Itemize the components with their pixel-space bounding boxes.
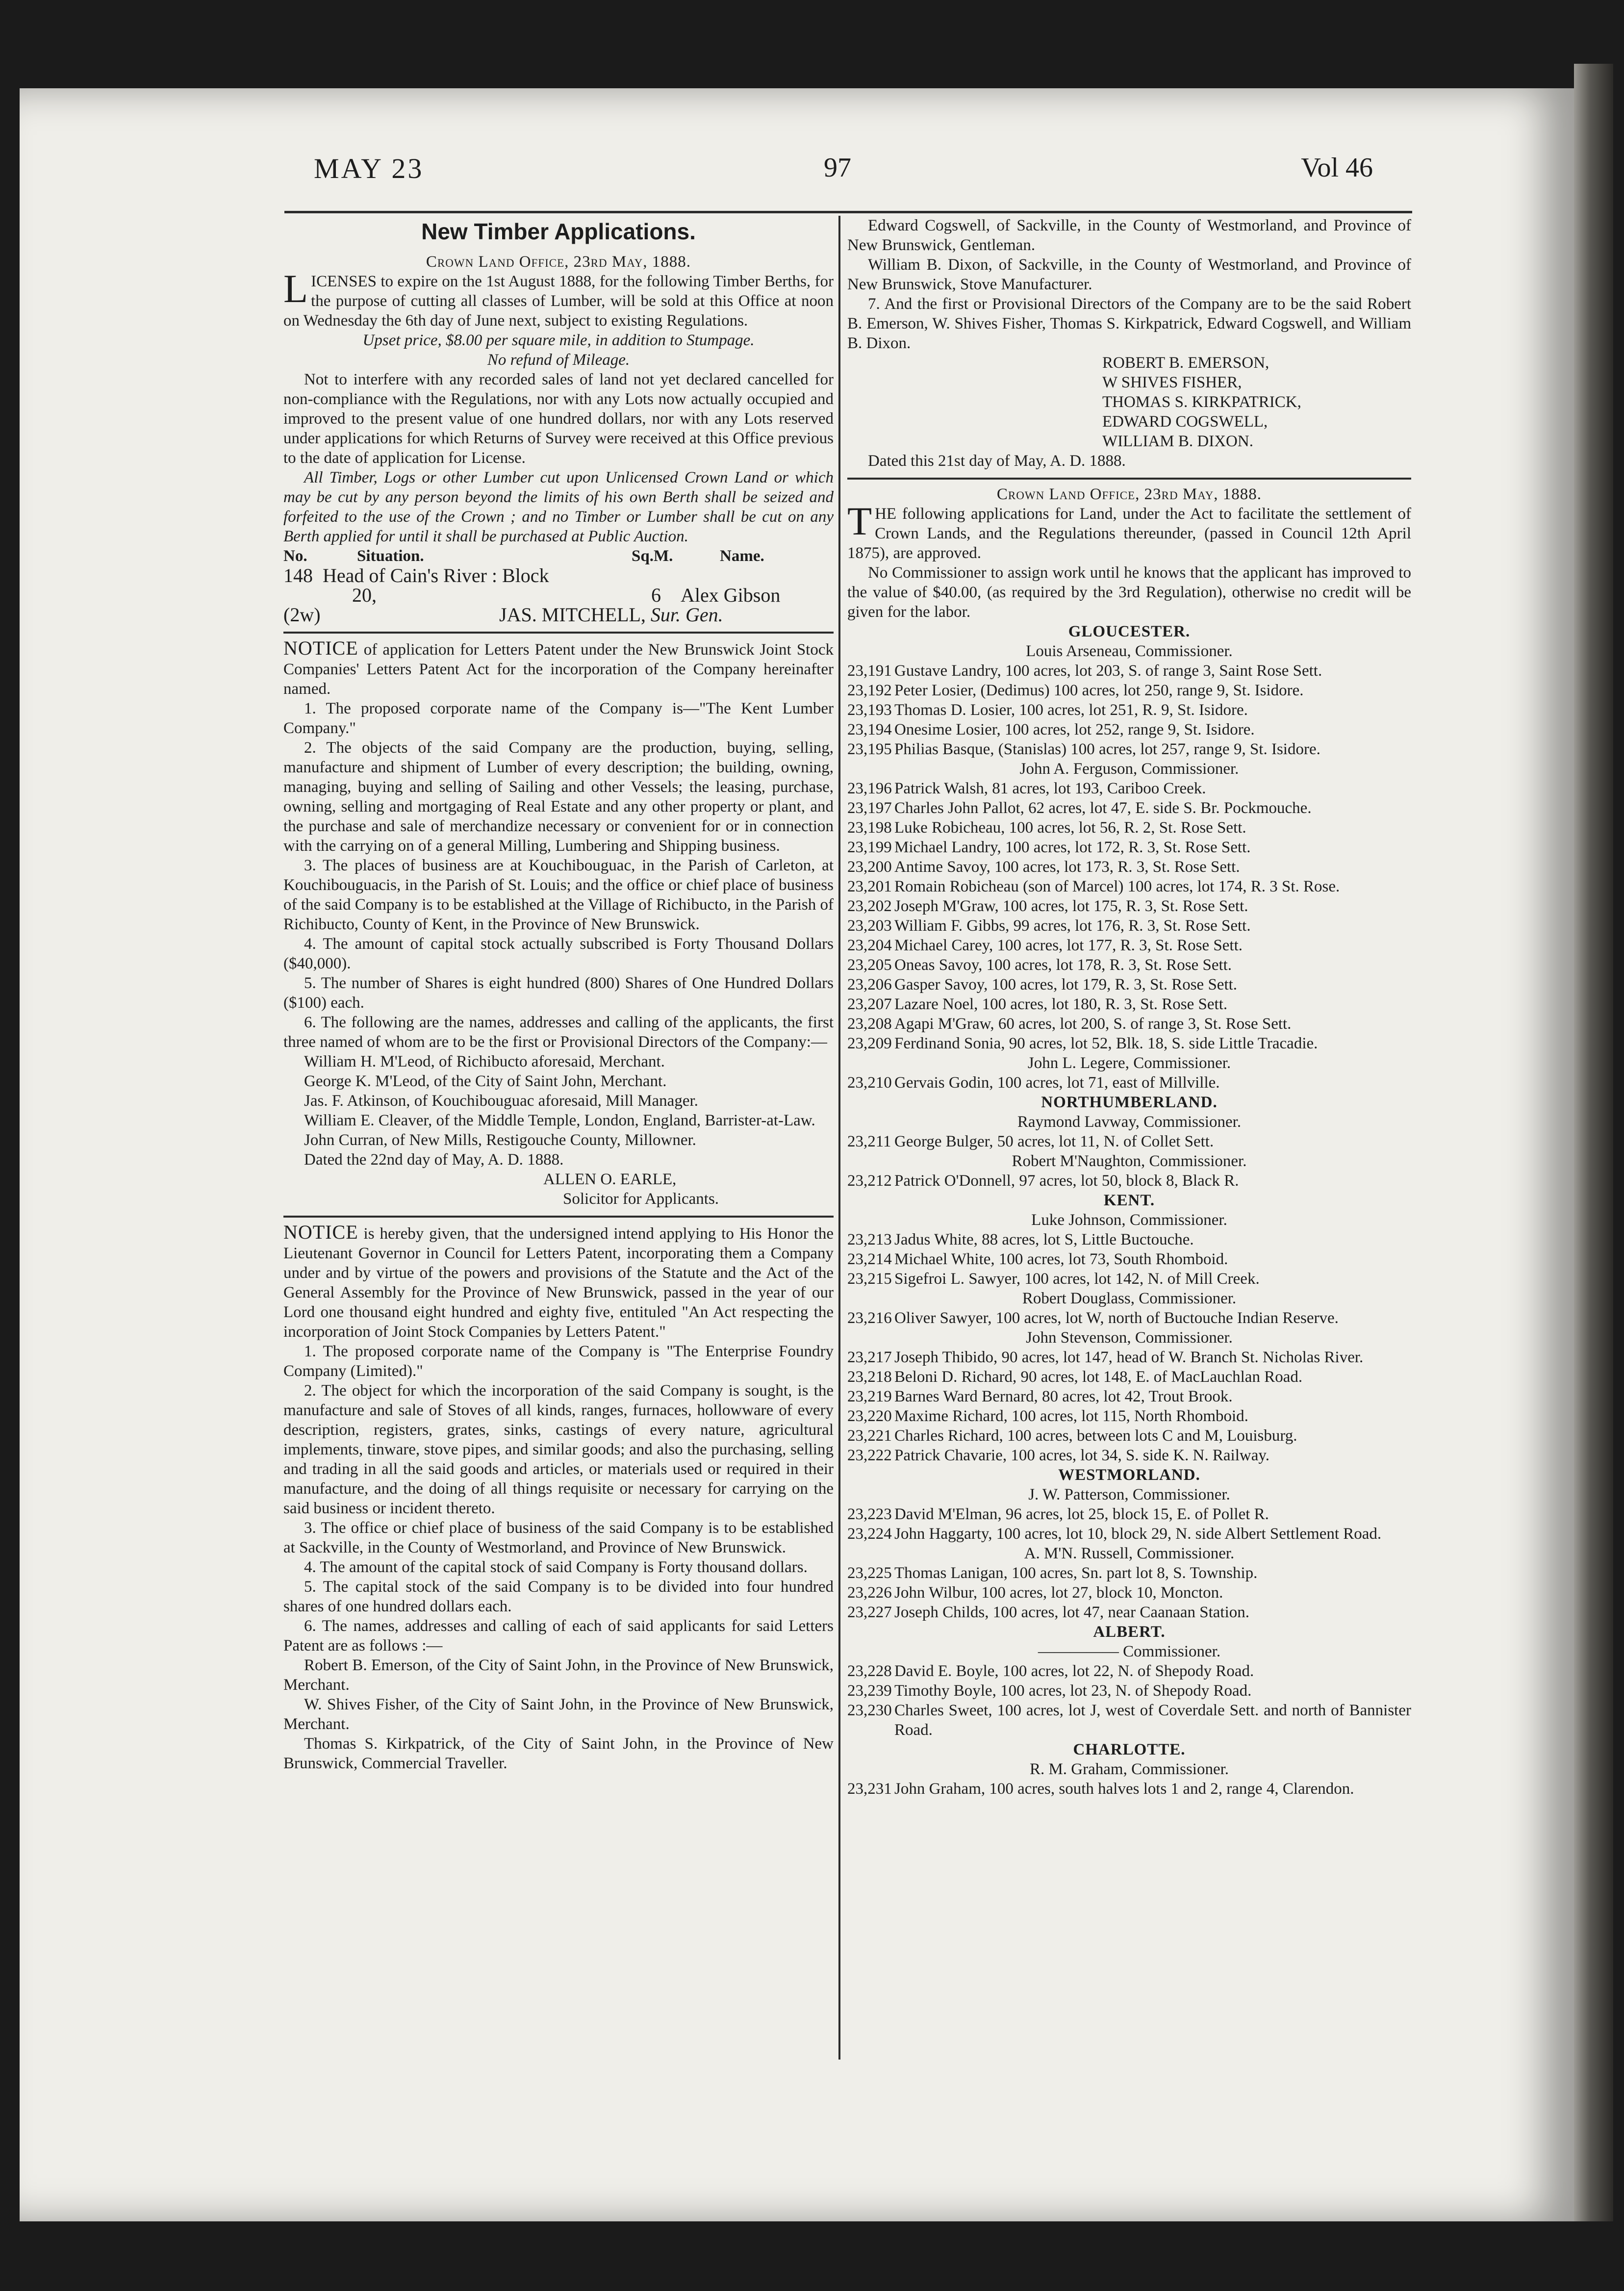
- application-number: 23,225: [847, 1564, 892, 1582]
- county-heading: NORTHUMBERLAND.: [1041, 1094, 1218, 1111]
- application-entry: [847, 1034, 1411, 1053]
- column-divider: [838, 216, 840, 2060]
- commissioner-line: ————— Commissioner.: [1038, 1643, 1221, 1660]
- application-number: 23,203: [847, 917, 892, 935]
- application-text: Luke Robicheau, 100 acres, lot 56, R. 2, St. Rose Sett.: [894, 819, 1246, 837]
- application-text: Beloni D. Richard, 90 acres, lot 148, E. of MacLauchlan Road.: [894, 1368, 1303, 1386]
- drop-cap: L: [283, 266, 308, 311]
- foundry-item-7: 7. And the first or Provisional Directors of the Company are to be the said Robert B. Emerson, W. Shives Fisher, Thomas S. Kirkpatrick, Edward Cogswell, and William B. Dixon.: [847, 295, 1411, 352]
- application-text: Gustave Landry, 100 acres, lot 203, S. of range 3, Saint Rose Sett.: [894, 662, 1322, 680]
- right-column: [847, 216, 1411, 2060]
- timber-para-2: Not to interfere with any recorded sales of land not yet declared cancelled for non-compliance with the Regulations, nor with any Lots now actually occupied and improved to the present value of one hundred dollars, nor with any Lots reserved under applications for which Returns of Survey were received at this Office previous to the date of application for License.: [283, 371, 834, 467]
- foundry-applicant: William B. Dixon, of Sackville, in the County of Westmorland, and Province of New Brunswick, Stove Manufacturer.: [847, 256, 1411, 293]
- county-heading: KENT.: [1103, 1192, 1155, 1209]
- application-entry: [847, 1681, 1411, 1701]
- county-heading: ALBERT.: [1093, 1623, 1166, 1641]
- kent-applicant: William E. Cleaver, of the Middle Temple, London, England, Barrister-at-Law.: [304, 1112, 815, 1129]
- surveyor-name: JAS. MITCHELL,: [499, 604, 646, 626]
- foundry-signer: THOMAS S. KIRKPATRICK,: [1102, 393, 1301, 411]
- application-number: 23,197: [847, 799, 892, 817]
- foundry-signer: EDWARD COGSWELL,: [1102, 413, 1268, 431]
- land-note: [847, 563, 1411, 622]
- kent-dated: Dated the 22nd day of May, A. D. 1888.: [304, 1151, 564, 1169]
- application-text: Barnes Ward Bernard, 80 acres, lot 42, Trout Brook.: [894, 1388, 1233, 1405]
- application-text: Agapi M'Graw, 60 acres, lot 200, S. of range 3, St. Rose Sett.: [894, 1015, 1292, 1033]
- page-number: 97: [824, 153, 851, 183]
- application-text: William F. Gibbs, 99 acres, lot 176, R. 3, St. Rose Sett.: [894, 917, 1251, 935]
- application-number: 23,191: [847, 662, 892, 680]
- page-header: [314, 152, 1373, 191]
- application-text: Ferdinand Sonia, 90 acres, lot 52, Blk. 18, S. side Little Tracadie.: [894, 1035, 1318, 1052]
- application-number: 23,230: [847, 1702, 892, 1719]
- application-entry: [847, 1446, 1411, 1465]
- application-entry: [847, 1308, 1411, 1328]
- application-text: Maxime Richard, 100 acres, lot 115, North Rhomboid.: [894, 1407, 1248, 1425]
- notice-word: NOTICE: [283, 1221, 358, 1243]
- insertion-tag: (2w): [283, 604, 321, 626]
- foundry-applicant: W. Shives Fisher, of the City of Saint John, in the Province of New Brunswick, Merchant.: [283, 1696, 834, 1733]
- application-number: 23,193: [847, 701, 892, 719]
- application-entry: [847, 1524, 1411, 1544]
- kent-applicant: William H. M'Leod, of Richibucto aforesaid, Merchant.: [304, 1053, 665, 1070]
- land-intro-text: HE following applications for Land, under the Act to facilitate the settlement of Crown Lands, and the Regulations thereunder, (passed in Council 12th April 1875), are approved.: [847, 505, 1411, 562]
- application-text: Gasper Savoy, 100 acres, lot 179, R. 3, St. Rose Sett.: [894, 976, 1238, 993]
- application-number: 23,219: [847, 1388, 892, 1405]
- application-number: 23,195: [847, 740, 892, 758]
- header-rule: [284, 211, 1412, 213]
- application-entry: [847, 779, 1411, 798]
- county-heading: CHARLOTTE.: [1073, 1741, 1186, 1758]
- application-entry: [847, 955, 1411, 975]
- timber-para-1: [283, 266, 834, 331]
- application-entry: [847, 1348, 1411, 1367]
- application-number: 23,204: [847, 937, 892, 954]
- land-note-text: No Commissioner to assign work until he knows that the applicant has improved to the value of $40.00, (as required by the 3rd Regulation), otherwise no credit will be given for the labor.: [847, 564, 1411, 621]
- application-entry: [847, 1661, 1411, 1681]
- application-text: Joseph M'Graw, 100 acres, lot 175, R. 3, St. Rose Sett.: [894, 897, 1248, 915]
- timber-signature: [283, 605, 834, 625]
- upset-price: Upset price, $8.00 per square mile, in addition to Stumpage.: [362, 331, 755, 349]
- application-entry: [847, 720, 1411, 739]
- foundry-dated: Dated this 21st day of May, A. D. 1888.: [868, 452, 1126, 470]
- application-text: Philias Basque, (Stanislas) 100 acres, lot 257, range 9, St. Isidore.: [894, 740, 1320, 758]
- land-dateline: Crown Land Office, 23rd May, 1888.: [996, 485, 1262, 503]
- application-entry: [847, 739, 1411, 759]
- application-text: Michael Landry, 100 acres, lot 172, R. 3, St. Rose Sett.: [894, 839, 1251, 856]
- application-number: 23,231: [847, 1780, 892, 1798]
- application-text: John Graham, 100 acres, south halves lots 1 and 2, range 4, Clarendon.: [894, 1780, 1354, 1798]
- application-text: Lazare Noel, 100 acres, lot 180, R. 3, St. Rose Sett.: [894, 995, 1228, 1013]
- kent-item-6: 6. The following are the names, addresses and calling of the applicants, the first three named of whom are to be the first or Provisional Directors of the Company:—: [283, 1014, 834, 1051]
- application-number: 23,218: [847, 1368, 892, 1386]
- application-number: 23,226: [847, 1584, 892, 1602]
- foundry-notice-intro: [283, 1222, 834, 1342]
- application-entry: [847, 661, 1411, 681]
- section-rule: [283, 1216, 834, 1218]
- application-text: Gervais Godin, 100 acres, lot 71, east of Millville.: [894, 1074, 1220, 1092]
- foundry-signer: ROBERT B. EMERSON,: [1102, 354, 1269, 372]
- application-entry: [847, 1563, 1411, 1583]
- application-entry: [847, 681, 1411, 700]
- commissioner-line: J. W. Patterson, Commissioner.: [1028, 1486, 1230, 1503]
- application-entry: [847, 1779, 1411, 1799]
- kent-item-5: 5. The number of Shares is eight hundred (800) Shares of One Hundred Dollars ($100) each.: [283, 974, 834, 1012]
- application-number: 23,198: [847, 819, 892, 837]
- application-number: 23,214: [847, 1250, 892, 1268]
- application-text: George Bulger, 50 acres, lot 11, N. of Collet Sett.: [894, 1133, 1214, 1150]
- application-text: Sigefroi L. Sawyer, 100 acres, lot 142, N. of Mill Creek.: [894, 1270, 1260, 1288]
- application-text: Patrick Chavarie, 100 acres, lot 34, S. side K. N. Railway.: [894, 1447, 1269, 1464]
- application-number: 23,200: [847, 858, 892, 876]
- county-heading: WESTMORLAND.: [1058, 1466, 1200, 1484]
- application-number: 23,206: [847, 976, 892, 993]
- commissioner-line: A. M'N. Russell, Commissioner.: [1024, 1545, 1235, 1562]
- application-number: 23,213: [847, 1231, 892, 1248]
- kent-intro-text: of application for Letters Patent under the New Brunswick Joint Stock Companies' Letters Patent Act for the incorporation of the Company hereinafter named.: [283, 641, 834, 698]
- foundry-item-4: 4. The amount of the capital stock of said Company is Forty thousand dollars.: [304, 1558, 808, 1576]
- kent-notice-intro: [283, 638, 834, 699]
- foundry-item-6: 6. The names, addresses and calling of each of said applicants for said Letters Patent are as follows :—: [283, 1617, 834, 1655]
- foundry-applicant: Thomas S. Kirkpatrick, of the City of Saint John, in the Province of New Brunswick, Commercial Traveller.: [283, 1735, 834, 1772]
- application-text: Romain Robicheau (son of Marcel) 100 acres, lot 174, R. 3 St. Rose.: [894, 878, 1340, 895]
- application-number: 23,220: [847, 1407, 892, 1425]
- application-entry: [847, 994, 1411, 1014]
- application-entry: [847, 1230, 1411, 1249]
- application-text: Antime Savoy, 100 acres, lot 173, R. 3, St. Rose Sett.: [894, 858, 1240, 876]
- application-number: 23,215: [847, 1270, 892, 1288]
- application-number: 23,209: [847, 1035, 892, 1052]
- application-text: Joseph Childs, 100 acres, lot 47, near Caanaan Station.: [894, 1604, 1250, 1621]
- application-text: John Haggarty, 100 acres, lot 10, block 29, N. side Albert Settlement Road.: [894, 1525, 1382, 1543]
- foundry-signer: WILLIAM B. DIXON.: [1102, 433, 1253, 450]
- application-text: Thomas Lanigan, 100 acres, Sn. part lot 8, S. Township.: [894, 1564, 1258, 1582]
- kent-signer-role: Solicitor for Applicants.: [563, 1190, 719, 1208]
- kent-item-3: 3. The places of business are at Kouchibouguac, in the Parish of Carleton, at Kouchibouguacis, in the Parish of St. Louis; and the office or chief place of business of the said Company is to be established at the Village of Richibucto, in the Parish of Richibucto, County of Kent, in the Province of New Brunswick.: [283, 857, 834, 933]
- commissioner-line: John L. Legere, Commissioner.: [1027, 1054, 1231, 1072]
- application-number: 23,212: [847, 1172, 892, 1190]
- application-number: 23,228: [847, 1662, 892, 1680]
- notice-word: NOTICE: [283, 637, 358, 659]
- application-entry: [847, 1426, 1411, 1446]
- application-number: 23,192: [847, 682, 892, 699]
- application-entry: [847, 1269, 1411, 1289]
- application-entry: [847, 1014, 1411, 1034]
- berth-sqm: 6: [651, 584, 661, 606]
- application-text: Michael Carey, 100 acres, lot 177, R. 3, St. Rose Sett.: [894, 937, 1243, 954]
- application-entry: [847, 818, 1411, 838]
- col-situation: Situation.: [357, 547, 424, 565]
- application-text: Onesime Losier, 100 acres, lot 252, range 9, St. Isidore.: [894, 721, 1255, 738]
- commissioner-line: Robert M'Naughton, Commissioner.: [1012, 1152, 1247, 1170]
- application-text: Patrick Walsh, 81 acres, lot 193, Cariboo Creek.: [894, 780, 1206, 797]
- application-text: David M'Elman, 96 acres, lot 25, block 15, E. of Pollet R.: [894, 1505, 1269, 1523]
- timber-dateline: Crown Land Office, 23rd May, 1888.: [426, 253, 691, 271]
- application-text: Jadus White, 88 acres, lot S, Little Buctouche.: [894, 1231, 1194, 1248]
- application-entry: [847, 896, 1411, 916]
- application-number: 23,194: [847, 721, 892, 738]
- kent-applicant: George K. M'Leod, of the City of Saint John, Merchant.: [304, 1072, 667, 1090]
- kent-item-2: 2. The objects of the said Company are the production, buying, selling, manufacture and shipment of Lumber of every description; the building, owning, managing, buying and selling of Sailing and other Vessels; the leasing, purchase, owning, selling and mortgaging of Real Estate and any other property or plant, and the purchase and sale of merchandize necessary or convenient for or in connection with the carrying on of a general Milling, Lumbering and Shipping business.: [283, 739, 834, 855]
- commissioner-line: Raymond Lavway, Commissioner.: [1017, 1113, 1242, 1131]
- application-number: 23,208: [847, 1015, 892, 1033]
- application-text: David E. Boyle, 100 acres, lot 22, N. of Shepody Road.: [894, 1662, 1254, 1680]
- application-number: 23,239: [847, 1682, 892, 1700]
- foundry-item-2: 2. The object for which the incorporation of the said Company is sought, is the manufacture and sale of Stoves of all kinds, ranges, furnaces, hollowware of every description, registers, grates, sinks, castings of every nature, agricultural implements, tinware, stove pipes, and similar goods; and also the purchasing, selling and trading in all the said goods and articles, or materials used or required in their manufacture, and the doing of all things requisite or necessary for carrying on the said business or incident thereto.: [283, 1382, 834, 1517]
- application-number: 23,224: [847, 1525, 892, 1543]
- timber-para-3: All Timber, Logs or other Lumber cut upon Unlicensed Crown Land or which may be cut by any person beyond the limits of his own Berth shall be seized and forfeited to the use of the Crown ; and no Timber or Lumber shall be cut on any Berth applied for until it shall be purchased at Public Auction.: [283, 469, 834, 545]
- foundry-item-1: 1. The proposed corporate name of the Company is "The Enterprise Foundry Company (Limited).": [283, 1343, 834, 1380]
- header-date: MAY 23: [314, 153, 424, 184]
- application-entry: [847, 975, 1411, 994]
- application-entry: [847, 1583, 1411, 1603]
- application-number: 23,217: [847, 1349, 892, 1366]
- commissioner-line: Luke Johnson, Commissioner.: [1031, 1211, 1227, 1229]
- kent-applicant: Jas. F. Atkinson, of Kouchibouguac aforesaid, Mill Manager.: [304, 1092, 698, 1110]
- application-text: Patrick O'Donnell, 97 acres, lot 50, block 8, Black R.: [894, 1172, 1239, 1190]
- application-text: Joseph Thibido, 90 acres, lot 147, head of W. Branch St. Nicholas River.: [894, 1349, 1364, 1366]
- commissioner-line: Robert Douglass, Commissioner.: [1022, 1290, 1237, 1307]
- application-number: 23,223: [847, 1505, 892, 1523]
- application-entry: [847, 857, 1411, 877]
- application-number: 23,227: [847, 1604, 892, 1621]
- timber-row-cont: [283, 585, 834, 605]
- application-entry: [847, 1504, 1411, 1524]
- col-sqm: Sq.M.: [632, 547, 673, 565]
- commissioner-line: R. M. Graham, Commissioner.: [1029, 1760, 1229, 1778]
- section-rule: [283, 632, 834, 634]
- application-text: Michael White, 100 acres, lot 73, South Rhomboid.: [894, 1250, 1228, 1268]
- application-number: 23,222: [847, 1447, 892, 1464]
- application-text: Thomas D. Losier, 100 acres, lot 251, R. 9, St. Isidore.: [894, 701, 1248, 719]
- surveyor-title: Sur. Gen.: [650, 604, 723, 626]
- application-number: 23,201: [847, 878, 892, 895]
- application-number: 23,202: [847, 897, 892, 915]
- kent-item-4: 4. The amount of capital stock actually subscribed is Forty Thousand Dollars ($40,000).: [283, 935, 834, 972]
- application-entry: [847, 798, 1411, 818]
- application-entry: [847, 838, 1411, 857]
- foundry-item-5: 5. The capital stock of the said Company is to be divided into four hundred shares of one hundred dollars each.: [283, 1578, 834, 1615]
- foundry-applicant: Edward Cogswell, of Sackville, in the County of Westmorland, and Province of New Brunswick, Gentleman.: [847, 217, 1411, 254]
- timber-row: [283, 566, 834, 585]
- application-number: 23,199: [847, 839, 892, 856]
- commissioner-line: John Stevenson, Commissioner.: [1026, 1329, 1233, 1347]
- page-edge: [1574, 64, 1613, 2221]
- land-applications: [847, 622, 1411, 1799]
- application-entry: [847, 1171, 1411, 1191]
- county-heading: GLOUCESTER.: [1068, 623, 1191, 640]
- application-number: 23,210: [847, 1074, 892, 1092]
- col-name: Name.: [720, 547, 764, 565]
- berth-number: 148: [283, 564, 313, 586]
- application-entry: [847, 700, 1411, 720]
- foundry-signer: W SHIVES FISHER,: [1102, 374, 1242, 391]
- application-text: Charles John Pallot, 62 acres, lot 47, E. side S. Br. Pockmouche.: [894, 799, 1312, 817]
- application-text: Oneas Savoy, 100 acres, lot 178, R. 3, St. Rose Sett.: [894, 956, 1232, 974]
- application-number: 23,221: [847, 1427, 892, 1445]
- application-text: John Wilbur, 100 acres, lot 27, block 10, Moncton.: [894, 1584, 1223, 1602]
- foundry-intro-text: is hereby given, that the undersigned intend applying to His Honor the Lieutenant Governor in Council for Letters Patent, incorporating them a Company under and by virtue of the powers and provisions of the Statute and the Act of the General Assembly for the Province of New Brunswick, passed in the year of our Lord one thousand eight hundred and eighty five, entituled "An Act respecting the incorporation of Joint Stock Companies by Letters Patent.": [283, 1225, 834, 1341]
- kent-signer: ALLEN O. EARLE,: [543, 1171, 677, 1188]
- commissioner-line: Louis Arseneau, Commissioner.: [1026, 642, 1233, 660]
- application-entry: [847, 877, 1411, 896]
- timber-para-1-text: ICENSES to expire on the 1st August 1888, for the following Timber Berths, for the purpose of cutting all classes of Lumber, will be sold at this Office at noon on Wednesday the 6th day of June next, subject to existing Regulations.: [283, 273, 834, 330]
- application-entry: [847, 1406, 1411, 1426]
- application-entry: [847, 1367, 1411, 1387]
- application-text: Peter Losier, (Dedimus) 100 acres, lot 250, range 9, St. Isidore.: [894, 682, 1304, 699]
- application-number: 23,216: [847, 1309, 892, 1327]
- application-number: 23,211: [847, 1133, 891, 1150]
- application-number: 23,207: [847, 995, 892, 1013]
- kent-applicant: John Curran, of New Mills, Restigouche County, Millowner.: [304, 1131, 696, 1149]
- application-text: Timothy Boyle, 100 acres, lot 23, N. of Shepody Road.: [894, 1682, 1252, 1700]
- timber-table-head: [283, 546, 834, 566]
- land-intro: [847, 499, 1411, 563]
- application-entry: [847, 1387, 1411, 1406]
- application-number: 23,196: [847, 780, 892, 797]
- application-entry: [847, 936, 1411, 955]
- drop-cap: T: [847, 499, 872, 543]
- no-refund: No refund of Mileage.: [487, 351, 630, 369]
- application-text: Charles Richard, 100 acres, between lots C and M, Louisburg.: [894, 1427, 1297, 1445]
- foundry-applicant: Robert B. Emerson, of the City of Saint John, in the Province of New Brunswick, Merchant.: [283, 1656, 834, 1694]
- kent-item-1: 1. The proposed corporate name of the Company is—"The Kent Lumber Company.": [283, 700, 834, 737]
- berth-applicant: Alex Gibson: [681, 584, 781, 606]
- application-entry: [847, 1249, 1411, 1269]
- application-entry: [847, 1132, 1411, 1151]
- left-column: [283, 216, 834, 2060]
- application-entry: [847, 916, 1411, 936]
- application-text: Charles Sweet, 100 acres, lot J, west of Coverdale Sett. and north of Bannister Road.: [894, 1702, 1411, 1739]
- application-entry: [847, 1073, 1411, 1093]
- application-number: 23,205: [847, 956, 892, 974]
- foundry-item-3: 3. The office or chief place of business of the said Company is to be established at Sackville, in the County of Westmorland, and Province of New Brunswick.: [283, 1519, 834, 1556]
- application-entry: [847, 1603, 1411, 1622]
- application-entry: [847, 1701, 1411, 1740]
- commissioner-line: John A. Ferguson, Commissioner.: [1019, 760, 1239, 778]
- application-text: Oliver Sawyer, 100 acres, lot W, north of Buctouche Indian Reserve.: [894, 1309, 1339, 1327]
- section-rule: [847, 478, 1411, 480]
- berth-situation: Head of Cain's River : Block: [323, 564, 549, 586]
- timber-title: New Timber Applications.: [421, 219, 696, 244]
- berth-block: 20,: [352, 584, 377, 606]
- volume-label: Vol 46: [1301, 153, 1373, 183]
- col-no: No.: [283, 547, 307, 565]
